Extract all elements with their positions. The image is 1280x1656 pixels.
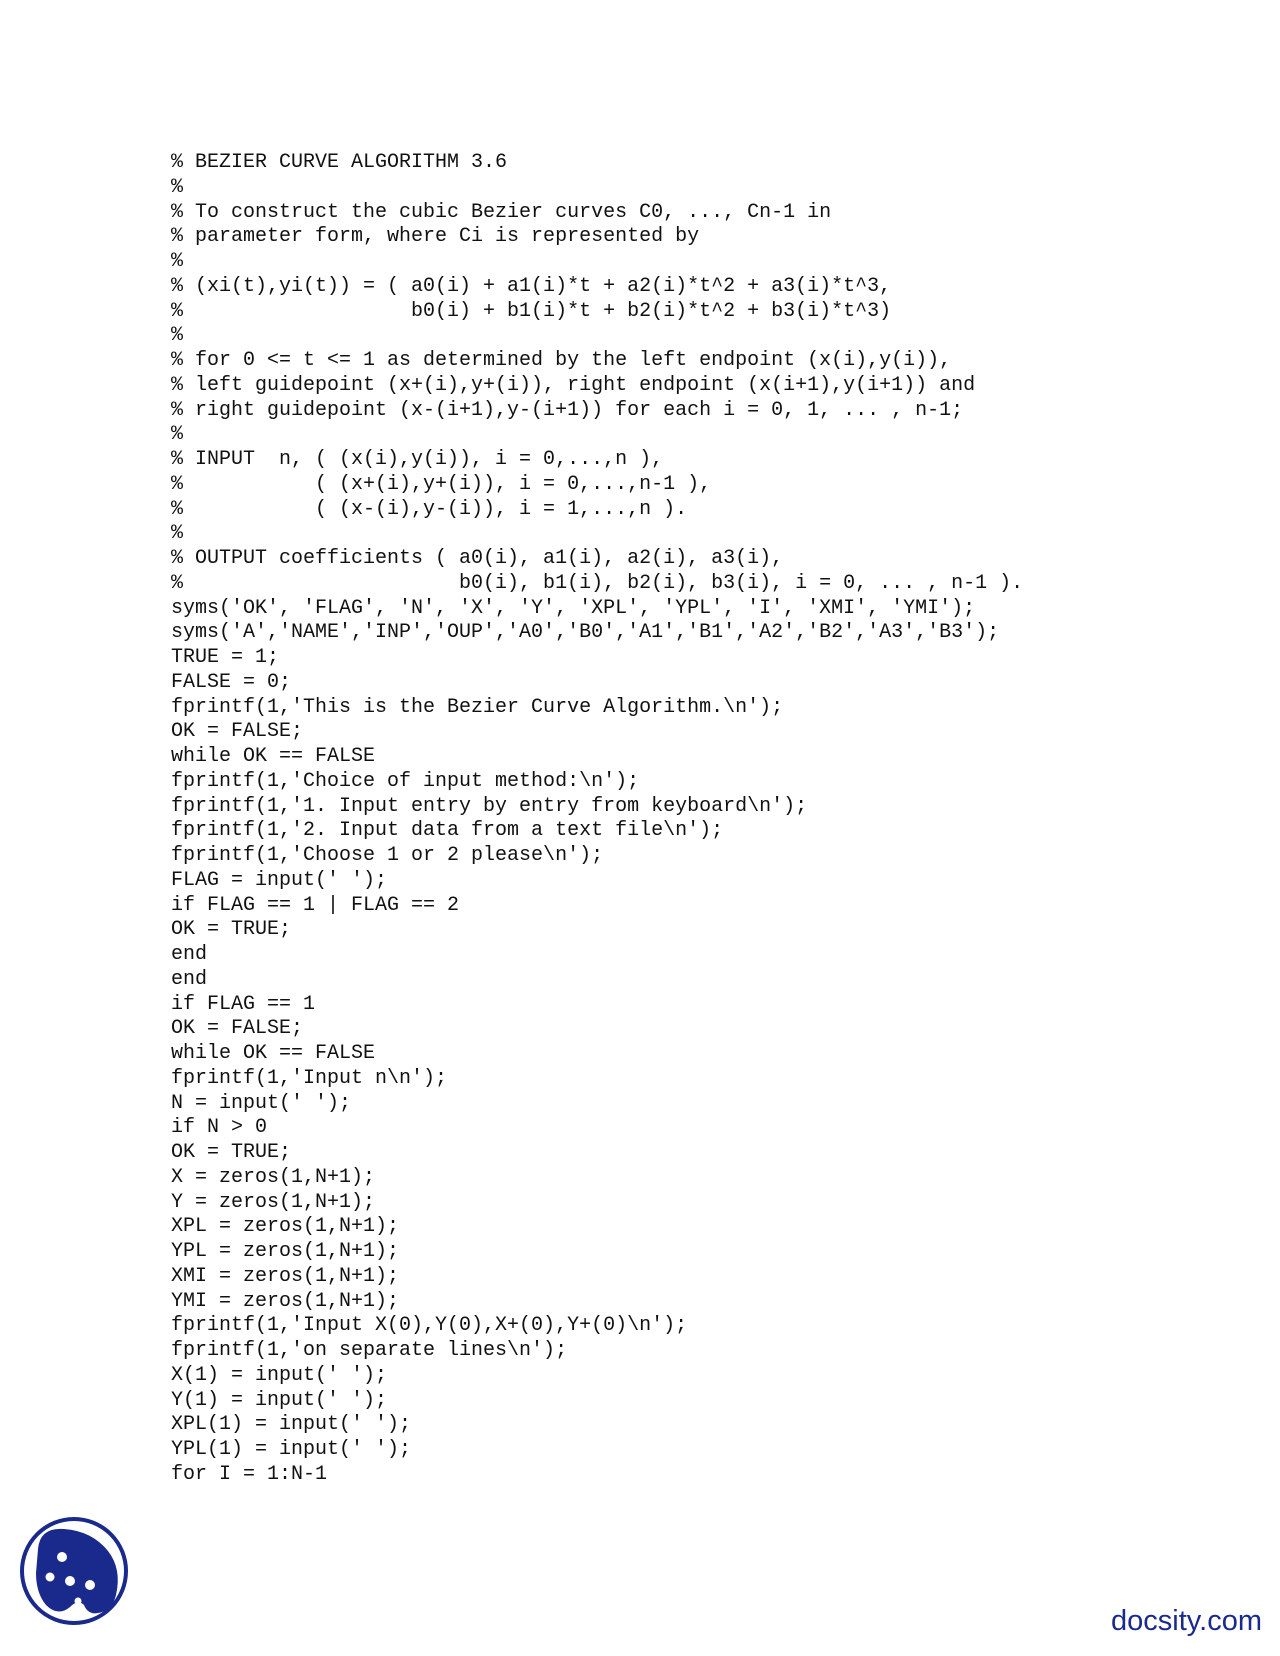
code-line: % b0(i), b1(i), b2(i), b3(i), i = 0, ... , n-1 ). xyxy=(171,571,1024,595)
code-line: % xyxy=(171,324,184,348)
code-line: % b0(i) + b1(i)*t + b2(i)*t^2 + b3(i)*t^3) xyxy=(171,299,892,323)
code-line: fprintf(1,'Choice of input method:\n'); xyxy=(171,769,640,793)
docsity-logo-icon xyxy=(18,1515,130,1627)
code-line: if FLAG == 1 | FLAG == 2 xyxy=(171,893,460,917)
code-line: % xyxy=(171,250,184,273)
code-line: OK = TRUE; xyxy=(171,918,292,942)
code-line: fprintf(1,'on separate lines\n'); xyxy=(171,1339,568,1362)
code-line: end xyxy=(171,943,208,966)
code-line: % xyxy=(171,175,184,199)
code-line: XMI = zeros(1,N+1); xyxy=(171,1264,400,1288)
code-line: X(1) = input(' '); xyxy=(171,1363,388,1387)
code-line: OK = TRUE; xyxy=(171,1141,292,1164)
code-line: YMI = zeros(1,N+1); xyxy=(171,1289,400,1313)
code-line: XPL(1) = input(' '); xyxy=(171,1413,412,1437)
code-line: syms('A','NAME','INP','OUP','A0','B0','A1','B1','A2','B2','A3','B3'); xyxy=(171,621,1000,645)
code-line: YPL = zeros(1,N+1); xyxy=(171,1240,400,1263)
code-line: % To construct the cubic Bezier curves C0, ..., Cn-1 in xyxy=(171,200,832,224)
code-line: YPL(1) = input(' '); xyxy=(171,1438,412,1461)
code-line: % ( (x-(i),y-(i)), i = 1,...,n ). xyxy=(171,497,688,521)
code-listing xyxy=(171,151,1023,1488)
code-line: if N > 0 xyxy=(171,1116,268,1140)
code-line: fprintf(1,'2. Input data from a text file\n'); xyxy=(171,819,724,843)
code-line: % ( (x+(i),y+(i)), i = 0,...,n-1 ), xyxy=(171,472,712,496)
code-line: % (xi(t),yi(t)) = ( a0(i) + a1(i)*t + a2(i)*t^2 + a3(i)*t^3, xyxy=(171,274,892,298)
code-line: while OK == FALSE xyxy=(171,745,376,768)
code-line: % left guidepoint (x+(i),y+(i)), right endpoint (x(i+1),y(i+1)) and xyxy=(171,373,976,397)
code-line: TRUE = 1; xyxy=(171,646,280,669)
code-line: if FLAG == 1 xyxy=(171,992,316,1016)
code-line: % OUTPUT coefficients ( a0(i), a1(i), a2(i), a3(i), xyxy=(171,547,784,570)
code-line: FALSE = 0; xyxy=(171,670,292,694)
brand-name[interactable]: docsity.com xyxy=(1111,1605,1262,1637)
code-line: fprintf(1,'1. Input entry by entry from keyboard\n'); xyxy=(171,794,808,818)
code-line: % INPUT n, ( (x(i),y(i)), i = 0,...,n ), xyxy=(171,448,664,471)
code-line: while OK == FALSE xyxy=(171,1042,376,1065)
code-line: syms('OK', 'FLAG', 'N', 'X', 'Y', 'XPL', 'YPL', 'I', 'XMI', 'YMI'); xyxy=(171,596,976,620)
code-line: N = input(' '); xyxy=(171,1091,352,1115)
code-line: fprintf(1,'Input X(0),Y(0),X+(0),Y+(0)\n'); xyxy=(171,1314,688,1338)
code-line: % for 0 <= t <= 1 as determined by the left endpoint (x(i),y(i)), xyxy=(171,349,952,372)
code-line: % xyxy=(171,522,184,546)
code-line: OK = FALSE; xyxy=(171,1017,304,1041)
code-line: OK = FALSE; xyxy=(171,720,304,744)
code-line: fprintf(1,'Choose 1 or 2 please\n'); xyxy=(171,844,604,867)
code-line: fprintf(1,'This is the Bezier Curve Algorithm.\n'); xyxy=(171,695,784,719)
code-line: % xyxy=(171,423,184,447)
code-line: Y(1) = input(' '); xyxy=(171,1388,388,1412)
code-line: % BEZIER CURVE ALGORITHM 3.6 xyxy=(171,151,508,174)
code-line: Y = zeros(1,N+1); xyxy=(171,1190,376,1214)
code-line: FLAG = input(' '); xyxy=(171,868,388,892)
code-line: fprintf(1,'Input n\n'); xyxy=(171,1066,448,1090)
code-line: XPL = zeros(1,N+1); xyxy=(171,1215,400,1239)
code-line: for I = 1:N-1 xyxy=(171,1462,328,1486)
code-line: end xyxy=(171,967,208,991)
code-line: % right guidepoint (x-(i+1),y-(i+1)) for each i = 0, 1, ... , n-1; xyxy=(171,398,964,422)
code-line: X = zeros(1,N+1); xyxy=(171,1165,376,1189)
code-line: % parameter form, where Ci is represented by xyxy=(171,225,700,249)
